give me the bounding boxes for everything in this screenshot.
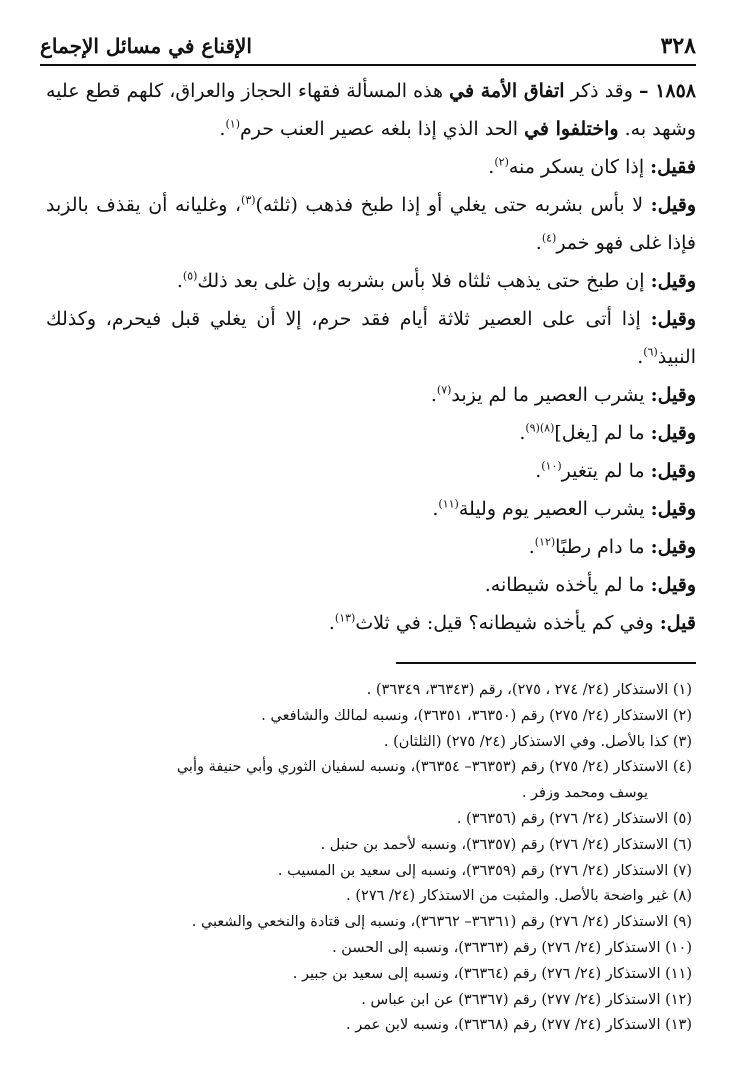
opinion-text: ما لم يتغير [561, 460, 645, 482]
footnote-ref: (٦) [643, 345, 658, 359]
footnote: (٤) الاستذكار (٢٤/ ٢٧٥) رقم (٣٦٣٥٣– ٣٦٣٥٤)، ونسبه لسفيان الثوري وأبي حنيفة وأبي [176, 759, 692, 776]
entry-number: ١٨٥٨ – [639, 80, 696, 102]
opinion-text: إن طبخ حتى يذهب ثلثاه فلا بأس بشربه وإن غلى بعد ذلك [197, 270, 645, 292]
opinion-line [46, 186, 696, 262]
opinion-text: وفي كم يأخذه شيطانه؟ قيل: في ثلاث [355, 612, 654, 634]
opinion-tail: . [328, 612, 335, 634]
footnote: (١٢) الاستذكار (٢٤/ ٢٧٧) رقم (٣٦٣٦٧) عن ابن عباس . [361, 991, 692, 1008]
footnote-ref: (٣) [241, 193, 256, 207]
footnote-ref: (٢) [494, 155, 509, 169]
footnote-ref: (١٠) [541, 459, 562, 473]
opinion-tail: . [637, 346, 644, 368]
footnote-divider [396, 662, 696, 664]
footnote: (١٠) الاستذكار (٢٤/ ٢٧٦) رقم (٣٦٣٦٣)، ونسبه إلى الحسن . [332, 939, 692, 956]
footnote-ref: (١٣) [334, 611, 356, 625]
opinion-text: ما دام رطبًا [555, 536, 645, 558]
opinion-label: وقيل: [650, 574, 696, 596]
opinion-line [46, 414, 696, 452]
footnote: (٥) الاستذكار (٢٤/ ٢٧٦) رقم (٣٦٣٥٦) . [456, 810, 692, 827]
opinion-line [46, 300, 696, 376]
opinion-tail: . [535, 460, 542, 482]
page-number: ٣٢٨ [660, 33, 696, 59]
footnotes [40, 678, 692, 1039]
opinion-label: وقيل: [650, 308, 696, 330]
opinion-tail: ، وغليانه أن يقذف بالزبد فإذا غلى فهو خمر [46, 194, 696, 254]
footnote-ref: (٨)(٩) [525, 421, 555, 435]
footnote: (١) الاستذكار (٢٤/ ٢٧٤ ، ٢٧٥)، رقم (٣٦٣٤٣، ٣٦٣٤٩) . [366, 682, 692, 698]
footnote-continuation: يوسف ومحمد وزفر . [521, 785, 648, 802]
footnote: (٣) كذا بالأصل. وفي الاستذكار (٢٤/ ٢٧٥) (الثلثان) . [383, 733, 692, 750]
footnote-ref: (١) [225, 117, 240, 131]
opinion-line [46, 148, 696, 186]
opinion-tail: . [176, 270, 183, 292]
footnote-ref: (١٢) [534, 535, 556, 549]
entry-intro-d: واختلفوا في [524, 118, 619, 140]
opinion-tail: . [432, 498, 439, 520]
footnote-ref: (١١) [438, 497, 459, 511]
opinion-text: إذا كان يسكر منه [508, 156, 645, 178]
entry-intro-b: اتفاق الأمة في [449, 80, 565, 102]
footnote-ref: (٧) [436, 383, 452, 397]
opinion-tail: . [528, 536, 535, 558]
opinion-tail: . [488, 156, 495, 178]
opinion-tail: . [430, 384, 437, 406]
entry-intro-e: الحد الذي إذا بلغه عصير العنب حرم [239, 118, 519, 140]
opinion-line [46, 452, 696, 490]
opinion-text: لا بأس بشربه حتى يغلي أو إذا طبخ فذهب (ثلثه) [255, 194, 644, 216]
footnote-ref: (٤) [541, 231, 557, 245]
header-rule [40, 64, 696, 66]
opinion-label: وقيل: [650, 270, 696, 292]
opinion-label: وقيل: [650, 194, 697, 216]
page-header [40, 28, 696, 64]
opinion-line [46, 262, 696, 300]
opinion-label: فقيل: [650, 156, 696, 178]
opinion-line [46, 490, 696, 528]
footnote: (٢) الاستذكار (٢٤/ ٢٧٥) رقم (٣٦٣٥٠، ٣٦٣٥١)، ونسبه لمالك والشافعي . [261, 707, 692, 724]
opinion-tail: . [535, 232, 542, 254]
footnote: (٧) الاستذكار (٢٤/ ٢٧٦) رقم (٣٦٣٥٩)، ونسبه إلى سعيد بن المسيب . [277, 862, 692, 879]
opinion-text: ما لم [يغل] [554, 422, 645, 444]
footnote: (١١) الاستذكار (٢٤/ ٢٧٦) رقم (٣٦٣٦٤)، ونسبه إلى سعيد بن جبير . [292, 965, 692, 982]
opinion-label: وقيل: [650, 384, 696, 406]
opinion-line [46, 528, 696, 566]
opinion-text: إذا أتى على العصير ثلاثة أيام فقد حرم، إلا أن يغلي قبل فيحرم، وكذلك النبيذ [46, 308, 696, 368]
entry-intro-c: هذه المسألة فقهاء الحجاز والعراق، كلهم قطع عليه وشهد به. [46, 80, 696, 140]
opinion-label: وقيل: [650, 422, 696, 444]
opinion-label: وقيل: [650, 536, 696, 558]
footnote: (٨) غير واضحة بالأصل. والمثبت من الاستذكار (٢٤/ ٢٧٦) . [346, 888, 692, 905]
opinion-text: يشرب العصير يوم وليلة [458, 498, 645, 520]
main-text [46, 72, 696, 642]
entry-intro-a: وقد ذكر [570, 80, 633, 102]
opinion-text: يشرب العصير ما لم يزبد [451, 384, 645, 406]
opinion-line [46, 566, 696, 604]
opinion-label: وقيل: [650, 460, 696, 482]
opinion-tail: . [519, 422, 526, 444]
opinion-line [46, 376, 696, 414]
footnote: (٦) الاستذكار (٢٤/ ٢٧٦) رقم (٣٦٣٥٧)، ونسبه لأحمد بن حنبل . [320, 836, 692, 853]
opinion-label: وقيل: [650, 498, 696, 520]
entry-paragraph [46, 72, 696, 148]
footnote: (١٣) الاستذكار (٢٤/ ٢٧٧) رقم (٣٦٣٦٨)، ونسبه لابن عمر . [346, 1017, 692, 1034]
footnote: (٩) الاستذكار (٢٤/ ٢٧٦) رقم (٣٦٣٦١– ٣٦٣٦٢)، ونسبه إلى قتادة والنخعي والشعبي . [191, 914, 692, 931]
opinion-label: قيل: [659, 612, 696, 634]
opinion-text: ما لم يأخذه شيطانه. [484, 574, 645, 596]
entry-intro-end: . [219, 118, 226, 140]
running-title: الإقناع في مسائل الإجماع [40, 34, 252, 58]
footnote-ref: (٥) [182, 269, 198, 283]
opinion-line [46, 604, 696, 642]
